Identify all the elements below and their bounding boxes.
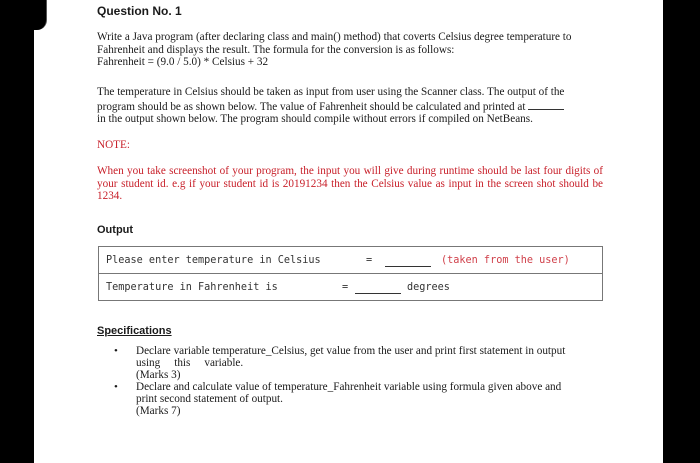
right-black-border: [663, 0, 700, 463]
bullet-icon: •: [114, 345, 118, 357]
output-line-2-equals: =: [342, 282, 349, 293]
output-line-1-note: (taken from the user): [441, 255, 570, 266]
left-black-border: [0, 0, 34, 463]
specifications-list: [112, 345, 604, 417]
output-heading: Output: [97, 224, 134, 236]
input-paragraph: [97, 86, 607, 126]
list-item: [112, 345, 604, 381]
formula: Fahrenheit = (9.0 / 5.0) * Celsius + 32: [97, 56, 269, 69]
instructions-line-2: Fahrenheit and displays the result. The formula for the conversion is as follows:: [97, 43, 455, 56]
input-line-2-text: program should be as shown below. The value of Fahrenheit should be calculated and printed at: [97, 100, 526, 113]
spec-1-line-2: using this variable.: [136, 357, 244, 369]
note-text: When you take screenshot of your program, the input you will give during runtime should be last four digits of your student id. e.g if your student id is 20191234 then the Celsius value as input in the screen shot should be 1234.: [97, 165, 603, 203]
output-line-2-blank: [355, 293, 401, 294]
question-title: Question No. 1: [97, 4, 182, 18]
output-line-1-blank: [385, 266, 431, 267]
output-line-1-prompt: Please enter temperature in Celsius: [106, 255, 321, 266]
spec-1-line-1: Declare variable temperature_Celsius, get value from the user and print first statement in output: [136, 345, 566, 357]
instructions-line-1: Write a Java program (after declaring class and main() method) that coverts Celsius degree temperature to: [97, 31, 572, 43]
output-line-1-equals: =: [366, 255, 373, 266]
spec-2-line-1: Declare and calculate value of temperature_Fahrenheit variable using formula given above and: [136, 381, 562, 393]
fill-in-blank: [528, 99, 564, 110]
instructions-paragraph: [97, 31, 607, 69]
output-divider: [99, 273, 602, 274]
input-line-1: The temperature in Celsius should be taken as input from user using the Scanner class. The output of the: [97, 86, 565, 98]
output-line-2-prompt: Temperature in Fahrenheit is: [106, 282, 278, 293]
input-line-3: in the output shown below. The program should compile without errors if compiled on NetBeans.: [97, 113, 533, 126]
output-box: [98, 246, 603, 301]
list-item: [112, 381, 604, 417]
input-line-2: [97, 99, 607, 114]
page-curl: [34, 0, 47, 30]
spec-1-marks: (Marks 3): [136, 369, 181, 381]
specifications-heading: Specifications: [97, 325, 172, 337]
spec-2-line-2: print second statement of output.: [136, 393, 283, 405]
bullet-icon: •: [114, 381, 118, 393]
note-label: NOTE:: [97, 139, 130, 151]
spec-2-marks: (Marks 7): [136, 405, 181, 417]
output-line-2-unit: degrees: [407, 282, 450, 293]
